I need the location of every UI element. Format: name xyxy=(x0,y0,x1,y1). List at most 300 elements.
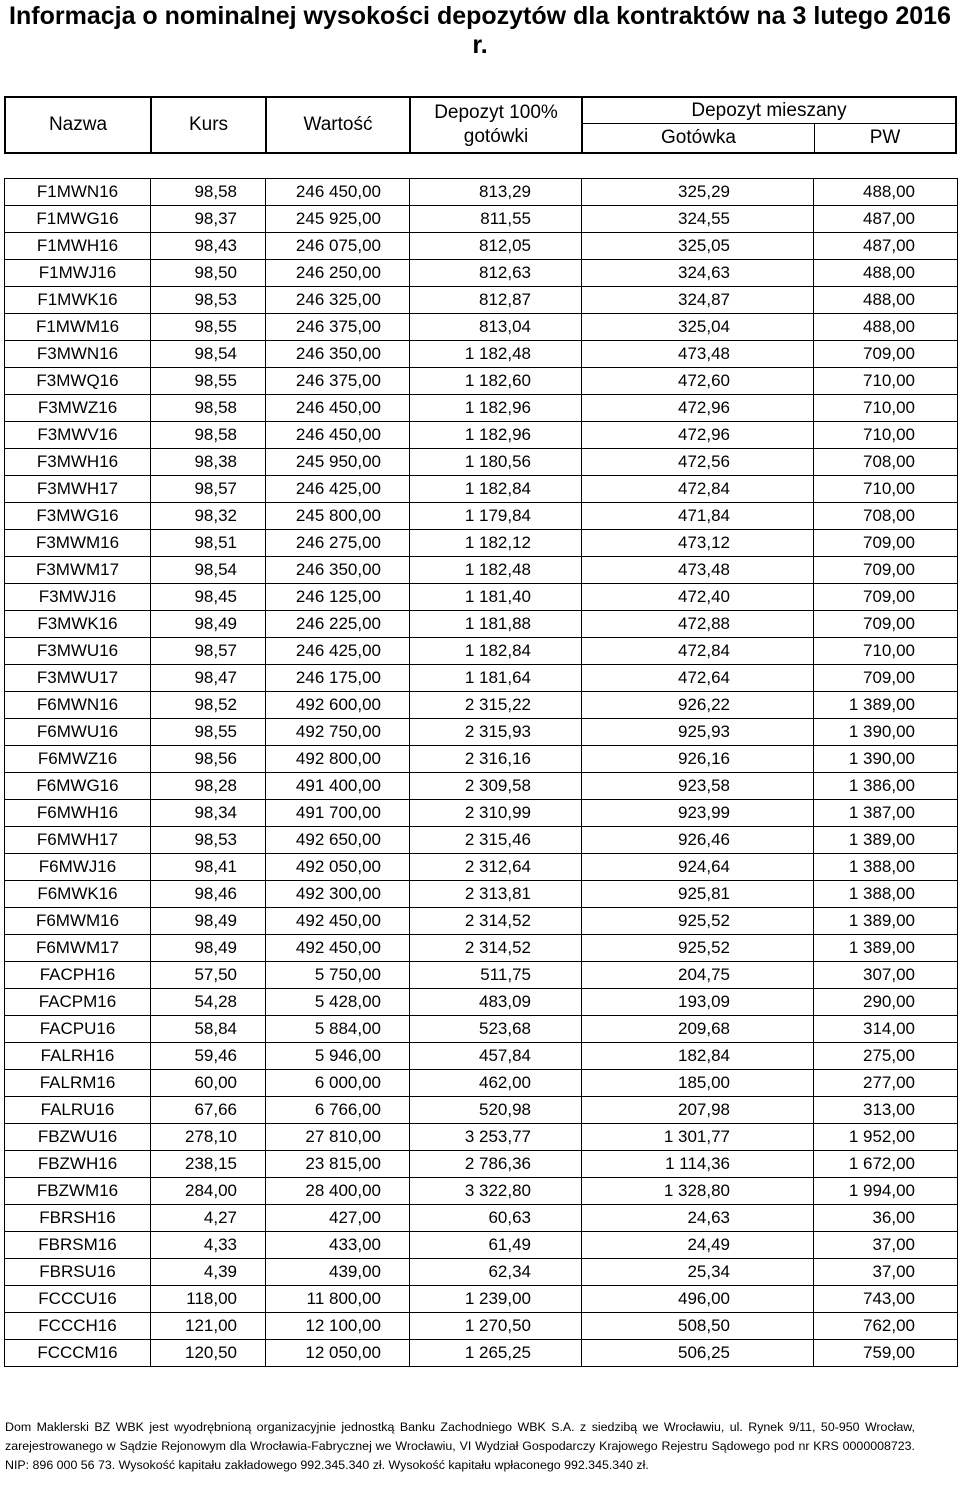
cell-depozyt-100: 3 253,77 xyxy=(410,1124,582,1151)
cell-kurs: 98,41 xyxy=(151,854,266,881)
cell-pw: 488,00 xyxy=(814,314,958,341)
table-row xyxy=(5,1259,958,1286)
table-row xyxy=(5,773,958,800)
cell-depozyt-100: 62,34 xyxy=(410,1259,582,1286)
cell-pw: 709,00 xyxy=(814,611,958,638)
cell-kurs: 98,58 xyxy=(151,179,266,206)
cell-depozyt-100: 1 270,50 xyxy=(410,1313,582,1340)
cell-gotowka: 193,09 xyxy=(582,989,814,1016)
cell-kurs: 98,57 xyxy=(151,476,266,503)
table-header xyxy=(4,96,957,154)
cell-gotowka: 923,58 xyxy=(582,773,814,800)
cell-kurs: 98,43 xyxy=(151,233,266,260)
table-row xyxy=(5,530,958,557)
cell-gotowka: 924,64 xyxy=(582,854,814,881)
cell-gotowka: 926,16 xyxy=(582,746,814,773)
cell-wartosc: 5 946,00 xyxy=(266,1043,410,1070)
cell-depozyt-100: 1 179,84 xyxy=(410,503,582,530)
cell-depozyt-100: 2 315,46 xyxy=(410,827,582,854)
cell-kurs: 98,46 xyxy=(151,881,266,908)
cell-kurs: 98,52 xyxy=(151,692,266,719)
cell-nazwa: F1MWM16 xyxy=(5,314,151,341)
cell-wartosc: 6 000,00 xyxy=(266,1070,410,1097)
cell-pw: 488,00 xyxy=(814,179,958,206)
cell-nazwa: F6MWU16 xyxy=(5,719,151,746)
cell-gotowka: 472,84 xyxy=(582,476,814,503)
cell-depozyt-100: 2 312,64 xyxy=(410,854,582,881)
cell-gotowka: 325,29 xyxy=(582,179,814,206)
cell-gotowka: 472,96 xyxy=(582,422,814,449)
cell-nazwa: FCCCM16 xyxy=(5,1340,151,1367)
cell-wartosc: 492 450,00 xyxy=(266,935,410,962)
table-row xyxy=(5,800,958,827)
cell-nazwa: F3MWU17 xyxy=(5,665,151,692)
cell-nazwa: F1MWJ16 xyxy=(5,260,151,287)
cell-pw: 710,00 xyxy=(814,476,958,503)
cell-pw: 1 389,00 xyxy=(814,908,958,935)
table-row xyxy=(5,854,958,881)
cell-nazwa: F1MWN16 xyxy=(5,179,151,206)
cell-wartosc: 492 800,00 xyxy=(266,746,410,773)
cell-wartosc: 246 425,00 xyxy=(266,476,410,503)
cell-depozyt-100: 811,55 xyxy=(410,206,582,233)
cell-kurs: 98,49 xyxy=(151,935,266,962)
table-row xyxy=(5,1178,958,1205)
cell-depozyt-100: 1 180,56 xyxy=(410,449,582,476)
cell-nazwa: FACPU16 xyxy=(5,1016,151,1043)
cell-nazwa: FALRM16 xyxy=(5,1070,151,1097)
cell-nazwa: FALRU16 xyxy=(5,1097,151,1124)
cell-depozyt-100: 2 315,93 xyxy=(410,719,582,746)
cell-nazwa: F3MWQ16 xyxy=(5,368,151,395)
cell-wartosc: 246 075,00 xyxy=(266,233,410,260)
cell-pw: 307,00 xyxy=(814,962,958,989)
cell-depozyt-100: 1 181,64 xyxy=(410,665,582,692)
cell-nazwa: F3MWZ16 xyxy=(5,395,151,422)
cell-nazwa: FALRH16 xyxy=(5,1043,151,1070)
table-row xyxy=(5,341,958,368)
cell-pw: 37,00 xyxy=(814,1232,958,1259)
cell-wartosc: 492 600,00 xyxy=(266,692,410,719)
table-row xyxy=(5,1232,958,1259)
cell-nazwa: F3MWM16 xyxy=(5,530,151,557)
cell-kurs: 278,10 xyxy=(151,1124,266,1151)
cell-nazwa: FACPM16 xyxy=(5,989,151,1016)
table-row xyxy=(5,962,958,989)
header-kurs: Kurs xyxy=(152,98,267,152)
header-depozyt-100: Depozyt 100% gotówki xyxy=(411,98,583,152)
cell-kurs: 4,27 xyxy=(151,1205,266,1232)
cell-depozyt-100: 1 182,84 xyxy=(410,476,582,503)
cell-pw: 313,00 xyxy=(814,1097,958,1124)
cell-nazwa: F6MWN16 xyxy=(5,692,151,719)
cell-depozyt-100: 1 182,48 xyxy=(410,557,582,584)
cell-kurs: 57,50 xyxy=(151,962,266,989)
table-row xyxy=(5,287,958,314)
header-wartosc: Wartość xyxy=(267,98,411,152)
cell-pw: 710,00 xyxy=(814,422,958,449)
cell-depozyt-100: 812,87 xyxy=(410,287,582,314)
cell-nazwa: F6MWH16 xyxy=(5,800,151,827)
cell-gotowka: 926,46 xyxy=(582,827,814,854)
cell-depozyt-100: 511,75 xyxy=(410,962,582,989)
cell-kurs: 118,00 xyxy=(151,1286,266,1313)
table-row xyxy=(5,908,958,935)
cell-pw: 709,00 xyxy=(814,665,958,692)
cell-nazwa: F3MWJ16 xyxy=(5,584,151,611)
cell-pw: 1 387,00 xyxy=(814,800,958,827)
cell-kurs: 98,55 xyxy=(151,719,266,746)
cell-depozyt-100: 813,04 xyxy=(410,314,582,341)
cell-depozyt-100: 483,09 xyxy=(410,989,582,1016)
cell-depozyt-100: 523,68 xyxy=(410,1016,582,1043)
cell-nazwa: FCCCU16 xyxy=(5,1286,151,1313)
cell-kurs: 98,49 xyxy=(151,908,266,935)
table-row xyxy=(5,881,958,908)
cell-gotowka: 472,88 xyxy=(582,611,814,638)
cell-kurs: 98,38 xyxy=(151,449,266,476)
cell-nazwa: FBZWM16 xyxy=(5,1178,151,1205)
cell-kurs: 98,45 xyxy=(151,584,266,611)
deposits-table xyxy=(4,178,958,1367)
cell-pw: 488,00 xyxy=(814,287,958,314)
cell-pw: 487,00 xyxy=(814,233,958,260)
cell-gotowka: 925,52 xyxy=(582,908,814,935)
cell-depozyt-100: 1 182,60 xyxy=(410,368,582,395)
table-row xyxy=(5,449,958,476)
cell-nazwa: FBRSM16 xyxy=(5,1232,151,1259)
cell-gotowka: 925,81 xyxy=(582,881,814,908)
cell-kurs: 98,51 xyxy=(151,530,266,557)
cell-depozyt-100: 1 182,96 xyxy=(410,395,582,422)
cell-nazwa: F3MWV16 xyxy=(5,422,151,449)
cell-pw: 709,00 xyxy=(814,557,958,584)
cell-kurs: 98,54 xyxy=(151,341,266,368)
cell-depozyt-100: 1 182,84 xyxy=(410,638,582,665)
cell-pw: 710,00 xyxy=(814,638,958,665)
cell-gotowka: 473,48 xyxy=(582,557,814,584)
cell-nazwa: F3MWH17 xyxy=(5,476,151,503)
cell-gotowka: 207,98 xyxy=(582,1097,814,1124)
cell-wartosc: 492 650,00 xyxy=(266,827,410,854)
cell-gotowka: 324,63 xyxy=(582,260,814,287)
table-row xyxy=(5,1124,958,1151)
cell-depozyt-100: 2 314,52 xyxy=(410,935,582,962)
cell-depozyt-100: 812,63 xyxy=(410,260,582,287)
cell-pw: 1 952,00 xyxy=(814,1124,958,1151)
table-row xyxy=(5,692,958,719)
cell-gotowka: 25,34 xyxy=(582,1259,814,1286)
cell-wartosc: 23 815,00 xyxy=(266,1151,410,1178)
cell-depozyt-100: 1 265,25 xyxy=(410,1340,582,1367)
cell-nazwa: F6MWZ16 xyxy=(5,746,151,773)
cell-wartosc: 246 425,00 xyxy=(266,638,410,665)
cell-nazwa: F6MWG16 xyxy=(5,773,151,800)
cell-pw: 709,00 xyxy=(814,341,958,368)
table-row xyxy=(5,260,958,287)
cell-wartosc: 246 350,00 xyxy=(266,557,410,584)
cell-wartosc: 5 884,00 xyxy=(266,1016,410,1043)
header-depozyt-mieszany-group xyxy=(583,98,955,152)
cell-gotowka: 471,84 xyxy=(582,503,814,530)
cell-pw: 290,00 xyxy=(814,989,958,1016)
cell-depozyt-100: 2 309,58 xyxy=(410,773,582,800)
cell-kurs: 98,55 xyxy=(151,314,266,341)
page-title: Informacja o nominalnej wysokości depozytów dla kontraktów na 3 lutego 2016 r. xyxy=(9,2,951,59)
cell-nazwa: F3MWH16 xyxy=(5,449,151,476)
table-row xyxy=(5,233,958,260)
cell-wartosc: 28 400,00 xyxy=(266,1178,410,1205)
cell-gotowka: 472,56 xyxy=(582,449,814,476)
cell-gotowka: 472,96 xyxy=(582,395,814,422)
cell-depozyt-100: 1 182,48 xyxy=(410,341,582,368)
cell-pw: 314,00 xyxy=(814,1016,958,1043)
cell-pw: 1 389,00 xyxy=(814,935,958,962)
cell-pw: 275,00 xyxy=(814,1043,958,1070)
cell-depozyt-100: 520,98 xyxy=(410,1097,582,1124)
cell-wartosc: 11 800,00 xyxy=(266,1286,410,1313)
cell-nazwa: F6MWK16 xyxy=(5,881,151,908)
cell-nazwa: F3MWG16 xyxy=(5,503,151,530)
cell-pw: 1 994,00 xyxy=(814,1178,958,1205)
cell-gotowka: 926,22 xyxy=(582,692,814,719)
cell-kurs: 98,53 xyxy=(151,827,266,854)
cell-pw: 708,00 xyxy=(814,449,958,476)
cell-depozyt-100: 457,84 xyxy=(410,1043,582,1070)
table-row xyxy=(5,368,958,395)
header-depozyt-mieszany: Depozyt mieszany xyxy=(583,98,955,124)
cell-depozyt-100: 1 181,40 xyxy=(410,584,582,611)
cell-wartosc: 492 450,00 xyxy=(266,908,410,935)
cell-depozyt-100: 813,29 xyxy=(410,179,582,206)
cell-depozyt-100: 812,05 xyxy=(410,233,582,260)
cell-gotowka: 923,99 xyxy=(582,800,814,827)
table-row xyxy=(5,422,958,449)
cell-wartosc: 439,00 xyxy=(266,1259,410,1286)
cell-pw: 1 672,00 xyxy=(814,1151,958,1178)
cell-depozyt-100: 2 316,16 xyxy=(410,746,582,773)
cell-depozyt-100: 1 239,00 xyxy=(410,1286,582,1313)
cell-wartosc: 27 810,00 xyxy=(266,1124,410,1151)
cell-wartosc: 246 250,00 xyxy=(266,260,410,287)
cell-nazwa: F1MWG16 xyxy=(5,206,151,233)
cell-nazwa: F6MWH17 xyxy=(5,827,151,854)
cell-nazwa: FBZWH16 xyxy=(5,1151,151,1178)
table-row xyxy=(5,638,958,665)
cell-gotowka: 925,93 xyxy=(582,719,814,746)
cell-nazwa: F6MWM17 xyxy=(5,935,151,962)
cell-nazwa: F3MWK16 xyxy=(5,611,151,638)
cell-wartosc: 246 375,00 xyxy=(266,314,410,341)
cell-gotowka: 472,84 xyxy=(582,638,814,665)
cell-pw: 1 386,00 xyxy=(814,773,958,800)
cell-wartosc: 12 100,00 xyxy=(266,1313,410,1340)
table-row xyxy=(5,746,958,773)
cell-nazwa: F3MWN16 xyxy=(5,341,151,368)
table-row xyxy=(5,989,958,1016)
cell-gotowka: 209,68 xyxy=(582,1016,814,1043)
cell-wartosc: 6 766,00 xyxy=(266,1097,410,1124)
cell-wartosc: 245 925,00 xyxy=(266,206,410,233)
cell-wartosc: 12 050,00 xyxy=(266,1340,410,1367)
cell-kurs: 58,84 xyxy=(151,1016,266,1043)
cell-gotowka: 324,87 xyxy=(582,287,814,314)
table-row xyxy=(5,557,958,584)
cell-nazwa: F6MWM16 xyxy=(5,908,151,935)
cell-pw: 487,00 xyxy=(814,206,958,233)
cell-pw: 277,00 xyxy=(814,1070,958,1097)
cell-nazwa: F6MWJ16 xyxy=(5,854,151,881)
cell-kurs: 121,00 xyxy=(151,1313,266,1340)
cell-depozyt-100: 2 315,22 xyxy=(410,692,582,719)
cell-nazwa: FBRSH16 xyxy=(5,1205,151,1232)
cell-pw: 1 388,00 xyxy=(814,854,958,881)
header-nazwa: Nazwa xyxy=(6,98,152,152)
table-row xyxy=(5,1097,958,1124)
cell-wartosc: 246 450,00 xyxy=(266,179,410,206)
cell-pw: 488,00 xyxy=(814,260,958,287)
cell-pw: 1 389,00 xyxy=(814,827,958,854)
cell-gotowka: 508,50 xyxy=(582,1313,814,1340)
cell-pw: 1 389,00 xyxy=(814,692,958,719)
cell-kurs: 98,47 xyxy=(151,665,266,692)
cell-wartosc: 246 275,00 xyxy=(266,530,410,557)
cell-pw: 1 390,00 xyxy=(814,746,958,773)
cell-gotowka: 325,04 xyxy=(582,314,814,341)
cell-pw: 743,00 xyxy=(814,1286,958,1313)
cell-wartosc: 5 428,00 xyxy=(266,989,410,1016)
table-row xyxy=(5,206,958,233)
cell-kurs: 98,53 xyxy=(151,287,266,314)
cell-gotowka: 472,60 xyxy=(582,368,814,395)
cell-nazwa: FBRSU16 xyxy=(5,1259,151,1286)
cell-gotowka: 204,75 xyxy=(582,962,814,989)
cell-gotowka: 472,40 xyxy=(582,584,814,611)
table-row xyxy=(5,1070,958,1097)
cell-wartosc: 492 050,00 xyxy=(266,854,410,881)
table-row xyxy=(5,314,958,341)
cell-kurs: 98,58 xyxy=(151,395,266,422)
cell-gotowka: 1 328,80 xyxy=(582,1178,814,1205)
cell-wartosc: 246 125,00 xyxy=(266,584,410,611)
cell-depozyt-100: 2 786,36 xyxy=(410,1151,582,1178)
cell-gotowka: 473,48 xyxy=(582,341,814,368)
cell-gotowka: 24,49 xyxy=(582,1232,814,1259)
cell-nazwa: FCCCH16 xyxy=(5,1313,151,1340)
footer-legal-note: Dom Maklerski BZ WBK jest wyodrębnioną organizacyjnie jednostką Banku Zachodniego WBK S.A. z siedzibą we Wrocławiu, ul. Rynek 9/11, 50-950 Wrocław, zarejestrowanego w Sądzie Rejonowym dla Wrocławia-Fabrycznej we Wrocławiu, VI Wydział Gospodarczy Krajowego Rejestru Sądowego pod nr KRS 0000008723. NIP: 896 000 56 73. Wysokość kapitału zakładowego 992.345.340 zł. Wysokość kapitału wpłaconego 992.345.340 zł. xyxy=(5,1420,915,1472)
cell-gotowka: 1 301,77 xyxy=(582,1124,814,1151)
cell-depozyt-100: 61,49 xyxy=(410,1232,582,1259)
cell-gotowka: 472,64 xyxy=(582,665,814,692)
cell-wartosc: 246 450,00 xyxy=(266,422,410,449)
cell-kurs: 98,54 xyxy=(151,557,266,584)
cell-wartosc: 246 225,00 xyxy=(266,611,410,638)
cell-wartosc: 245 800,00 xyxy=(266,503,410,530)
table-body xyxy=(5,179,958,1367)
table-row xyxy=(5,1043,958,1070)
cell-pw: 1 390,00 xyxy=(814,719,958,746)
cell-gotowka: 1 114,36 xyxy=(582,1151,814,1178)
cell-gotowka: 506,25 xyxy=(582,1340,814,1367)
cell-kurs: 60,00 xyxy=(151,1070,266,1097)
cell-nazwa: F3MWM17 xyxy=(5,557,151,584)
cell-kurs: 4,39 xyxy=(151,1259,266,1286)
cell-wartosc: 492 750,00 xyxy=(266,719,410,746)
cell-kurs: 98,28 xyxy=(151,773,266,800)
cell-wartosc: 246 375,00 xyxy=(266,368,410,395)
table-row xyxy=(5,395,958,422)
cell-pw: 709,00 xyxy=(814,584,958,611)
cell-kurs: 98,56 xyxy=(151,746,266,773)
cell-kurs: 98,32 xyxy=(151,503,266,530)
cell-wartosc: 246 325,00 xyxy=(266,287,410,314)
cell-nazwa: F1MWH16 xyxy=(5,233,151,260)
cell-wartosc: 427,00 xyxy=(266,1205,410,1232)
cell-nazwa: F3MWU16 xyxy=(5,638,151,665)
table-row xyxy=(5,1340,958,1367)
table-row xyxy=(5,179,958,206)
cell-nazwa: FACPH16 xyxy=(5,962,151,989)
cell-nazwa: FBZWU16 xyxy=(5,1124,151,1151)
cell-kurs: 98,57 xyxy=(151,638,266,665)
table-row xyxy=(5,935,958,962)
cell-kurs: 67,66 xyxy=(151,1097,266,1124)
cell-depozyt-100: 2 313,81 xyxy=(410,881,582,908)
table-row xyxy=(5,611,958,638)
cell-pw: 710,00 xyxy=(814,395,958,422)
cell-wartosc: 433,00 xyxy=(266,1232,410,1259)
cell-depozyt-100: 1 181,88 xyxy=(410,611,582,638)
header-gotowka: Gotówka xyxy=(583,124,815,152)
cell-nazwa: F1MWK16 xyxy=(5,287,151,314)
cell-wartosc: 491 400,00 xyxy=(266,773,410,800)
cell-kurs: 98,55 xyxy=(151,368,266,395)
table-row xyxy=(5,665,958,692)
cell-pw: 709,00 xyxy=(814,530,958,557)
table-row xyxy=(5,1313,958,1340)
cell-kurs: 98,58 xyxy=(151,422,266,449)
cell-pw: 710,00 xyxy=(814,368,958,395)
cell-pw: 37,00 xyxy=(814,1259,958,1286)
cell-wartosc: 245 950,00 xyxy=(266,449,410,476)
cell-depozyt-100: 2 310,99 xyxy=(410,800,582,827)
table-row xyxy=(5,1016,958,1043)
cell-kurs: 4,33 xyxy=(151,1232,266,1259)
table-row xyxy=(5,1205,958,1232)
cell-wartosc: 5 750,00 xyxy=(266,962,410,989)
cell-depozyt-100: 1 182,12 xyxy=(410,530,582,557)
cell-depozyt-100: 3 322,80 xyxy=(410,1178,582,1205)
table-row xyxy=(5,503,958,530)
header-pw: PW xyxy=(869,127,901,148)
table-row xyxy=(5,719,958,746)
cell-kurs: 238,15 xyxy=(151,1151,266,1178)
cell-gotowka: 185,00 xyxy=(582,1070,814,1097)
cell-pw: 1 388,00 xyxy=(814,881,958,908)
cell-pw: 36,00 xyxy=(814,1205,958,1232)
cell-gotowka: 325,05 xyxy=(582,233,814,260)
cell-kurs: 284,00 xyxy=(151,1178,266,1205)
cell-depozyt-100: 462,00 xyxy=(410,1070,582,1097)
cell-wartosc: 246 175,00 xyxy=(266,665,410,692)
table-row xyxy=(5,1151,958,1178)
cell-gotowka: 496,00 xyxy=(582,1286,814,1313)
cell-gotowka: 182,84 xyxy=(582,1043,814,1070)
table-row xyxy=(5,584,958,611)
cell-gotowka: 324,55 xyxy=(582,206,814,233)
cell-wartosc: 246 450,00 xyxy=(266,395,410,422)
cell-depozyt-100: 2 314,52 xyxy=(410,908,582,935)
